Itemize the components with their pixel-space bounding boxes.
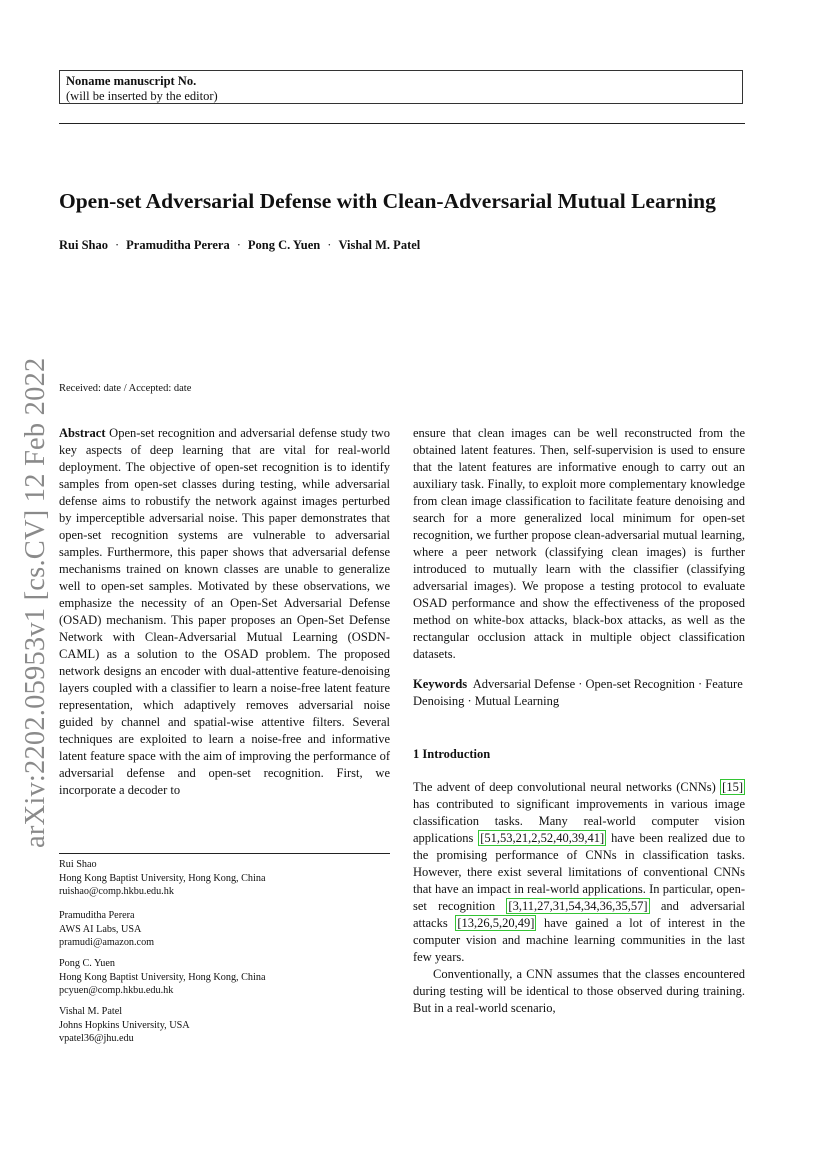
affiliation-block <box>59 1005 390 1046</box>
author-separator: · <box>236 238 241 252</box>
affiliation-name: Rui Shao <box>59 859 97 870</box>
intro-text: The advent of deep convolutional neural networks (CNNs) <box>413 780 721 794</box>
editor-header-box <box>59 70 743 104</box>
intro-paragraph <box>413 779 745 966</box>
keywords <box>413 676 745 710</box>
affiliation-email: pcyuen@comp.hkbu.edu.hk <box>59 985 174 997</box>
paper-title: Open-set Adversarial Defense with Clean-Adversarial Mutual Learning <box>59 189 716 213</box>
keywords-text: Adversarial Defense · Open-set Recognition · Feature Denoising · Mutual Learning <box>413 677 743 708</box>
affiliation-email: ruishao@comp.hkbu.edu.hk <box>59 886 174 898</box>
intro-text: and adversarial attacks <box>413 899 745 930</box>
affiliation-name: Pramuditha Perera <box>59 910 135 921</box>
author-name: Pong C. Yuen <box>247 238 321 252</box>
affiliation-email: vpatel36@jhu.edu <box>59 1033 134 1045</box>
abstract-text-right: ensure that clean images can be well reconstructed from the obtained latent features. Then, self-supervision is used to ensure that the latent features are informative enough to carry out an auxiliary task. Finally, to exploit more complementary knowledge from clean image classification to facilitate feature denoising and search for a more generalized local minimum for open-set recognition, we further propose clean-adversarial mutual learning, where a peer network (classifying clean images) is further introduced to mutually learn with the classifier (classifying adversarial images). We propose a testing protocol to evaluate OSAD performance and show the effectiveness of the proposed method on white-box attacks, black-box attacks, as well as the rectangular occlusion attack in multiple object classification datasets. <box>413 426 745 661</box>
citation-link[interactable]: [13,26,5,20,49] <box>457 916 535 930</box>
affiliation-name: Vishal M. Patel <box>59 1006 123 1017</box>
left-column <box>59 425 390 799</box>
right-column <box>413 425 745 1017</box>
abstract-paragraph <box>59 425 390 799</box>
intro-text: has contributed to significant improvements in various image classification tasks. Many real-world computer vision applications <box>413 797 745 845</box>
author-separator: · <box>327 238 332 252</box>
abstract-text-left: Open-set recognition and adversarial defense study two key aspects of deep learning that are vital for real-world deployment. The objective of open-set recognition is to identify samples from open-set classes during testing, while adversarial defense aims to robustify the network against images perturbed by imperceptible adversarial noise. This paper demonstrates that open-set recognition systems are vulnerable to adversarial samples. Furthermore, this paper shows that adversarial defense mechanisms trained on known classes are unable to generalize well to open-set samples. Motivated by these observations, we emphasize the necessity of an Open-Set Adversarial Defense (OSAD) mechanism. This paper proposes an Open-Set Defense Network with Clean-Adversarial Mutual Learning (OSDN-CAML) as a solution to the OSAD problem. The proposed network designs an encoder with dual-attentive feature-denoising layers coupled with a classifier to learn a noise-free latent feature representation, which adaptively removes adversarial noise guided by channel and spatial-wise attentive filters. Several techniques are exploited to learn a noise-free and informative latent feature space with the aim of improving the performance of adversarial defense and open-set recognition. First, we incorporate a decoder to <box>59 426 391 797</box>
affiliation-org: AWS AI Labs, USA <box>59 923 142 935</box>
author-separator: · <box>114 238 120 252</box>
affiliation-org: Johns Hopkins University, USA <box>59 1019 190 1031</box>
author-name: Pramuditha Perera <box>126 238 230 252</box>
editor-note: (will be inserted by the editor) <box>66 89 218 103</box>
author-name: Vishal M. Patel <box>338 238 421 252</box>
footnote-rule <box>59 853 390 854</box>
manuscript-number: Noname manuscript No. <box>66 74 197 88</box>
affiliation-name: Pong C. Yuen <box>59 958 115 969</box>
affiliation-org: Hong Kong Baptist University, Hong Kong, China <box>59 872 266 884</box>
keywords-label: Keywords <box>413 677 468 691</box>
citation-link[interactable]: [3,11,27,31,54,34,36,35,57] <box>508 899 648 913</box>
affiliation-email: pramudi@amazon.com <box>59 937 155 949</box>
intro-paragraph-2: Conventionally, a CNN assumes that the classes encountered during testing will be identical to those observed during training. But in a real-world scenario, <box>413 967 745 1015</box>
citation-link[interactable]: [15] <box>722 780 743 794</box>
header-rule <box>59 123 745 124</box>
intro-text: have gained a lot of interest in the computer vision and machine learning communities in the last few years. <box>413 916 745 964</box>
affiliation-org: Hong Kong Baptist University, Hong Kong, China <box>59 971 266 983</box>
received-date: Received: date / Accepted: date <box>59 383 192 394</box>
intro-text: have been realized due to the promising performance of CNNs in classification tasks. However, there exist several limitations of conventional CNNs that have an impact in real-world applications. In particular, open-set recognition <box>413 831 746 913</box>
section-heading-introduction: 1 Introduction <box>413 747 491 761</box>
citation-link[interactable]: [51,53,21,2,52,40,39,41] <box>480 831 605 845</box>
author-list <box>59 237 420 253</box>
abstract-label: Abstract <box>59 426 106 440</box>
affiliation-block <box>59 909 390 950</box>
arxiv-stamp: arXiv:2202.05953v1 [cs.CV] 12 Feb 2022 <box>20 357 51 848</box>
affiliation-block <box>59 858 390 899</box>
affiliation-block <box>59 957 390 998</box>
author-name: Rui Shao <box>59 238 108 252</box>
